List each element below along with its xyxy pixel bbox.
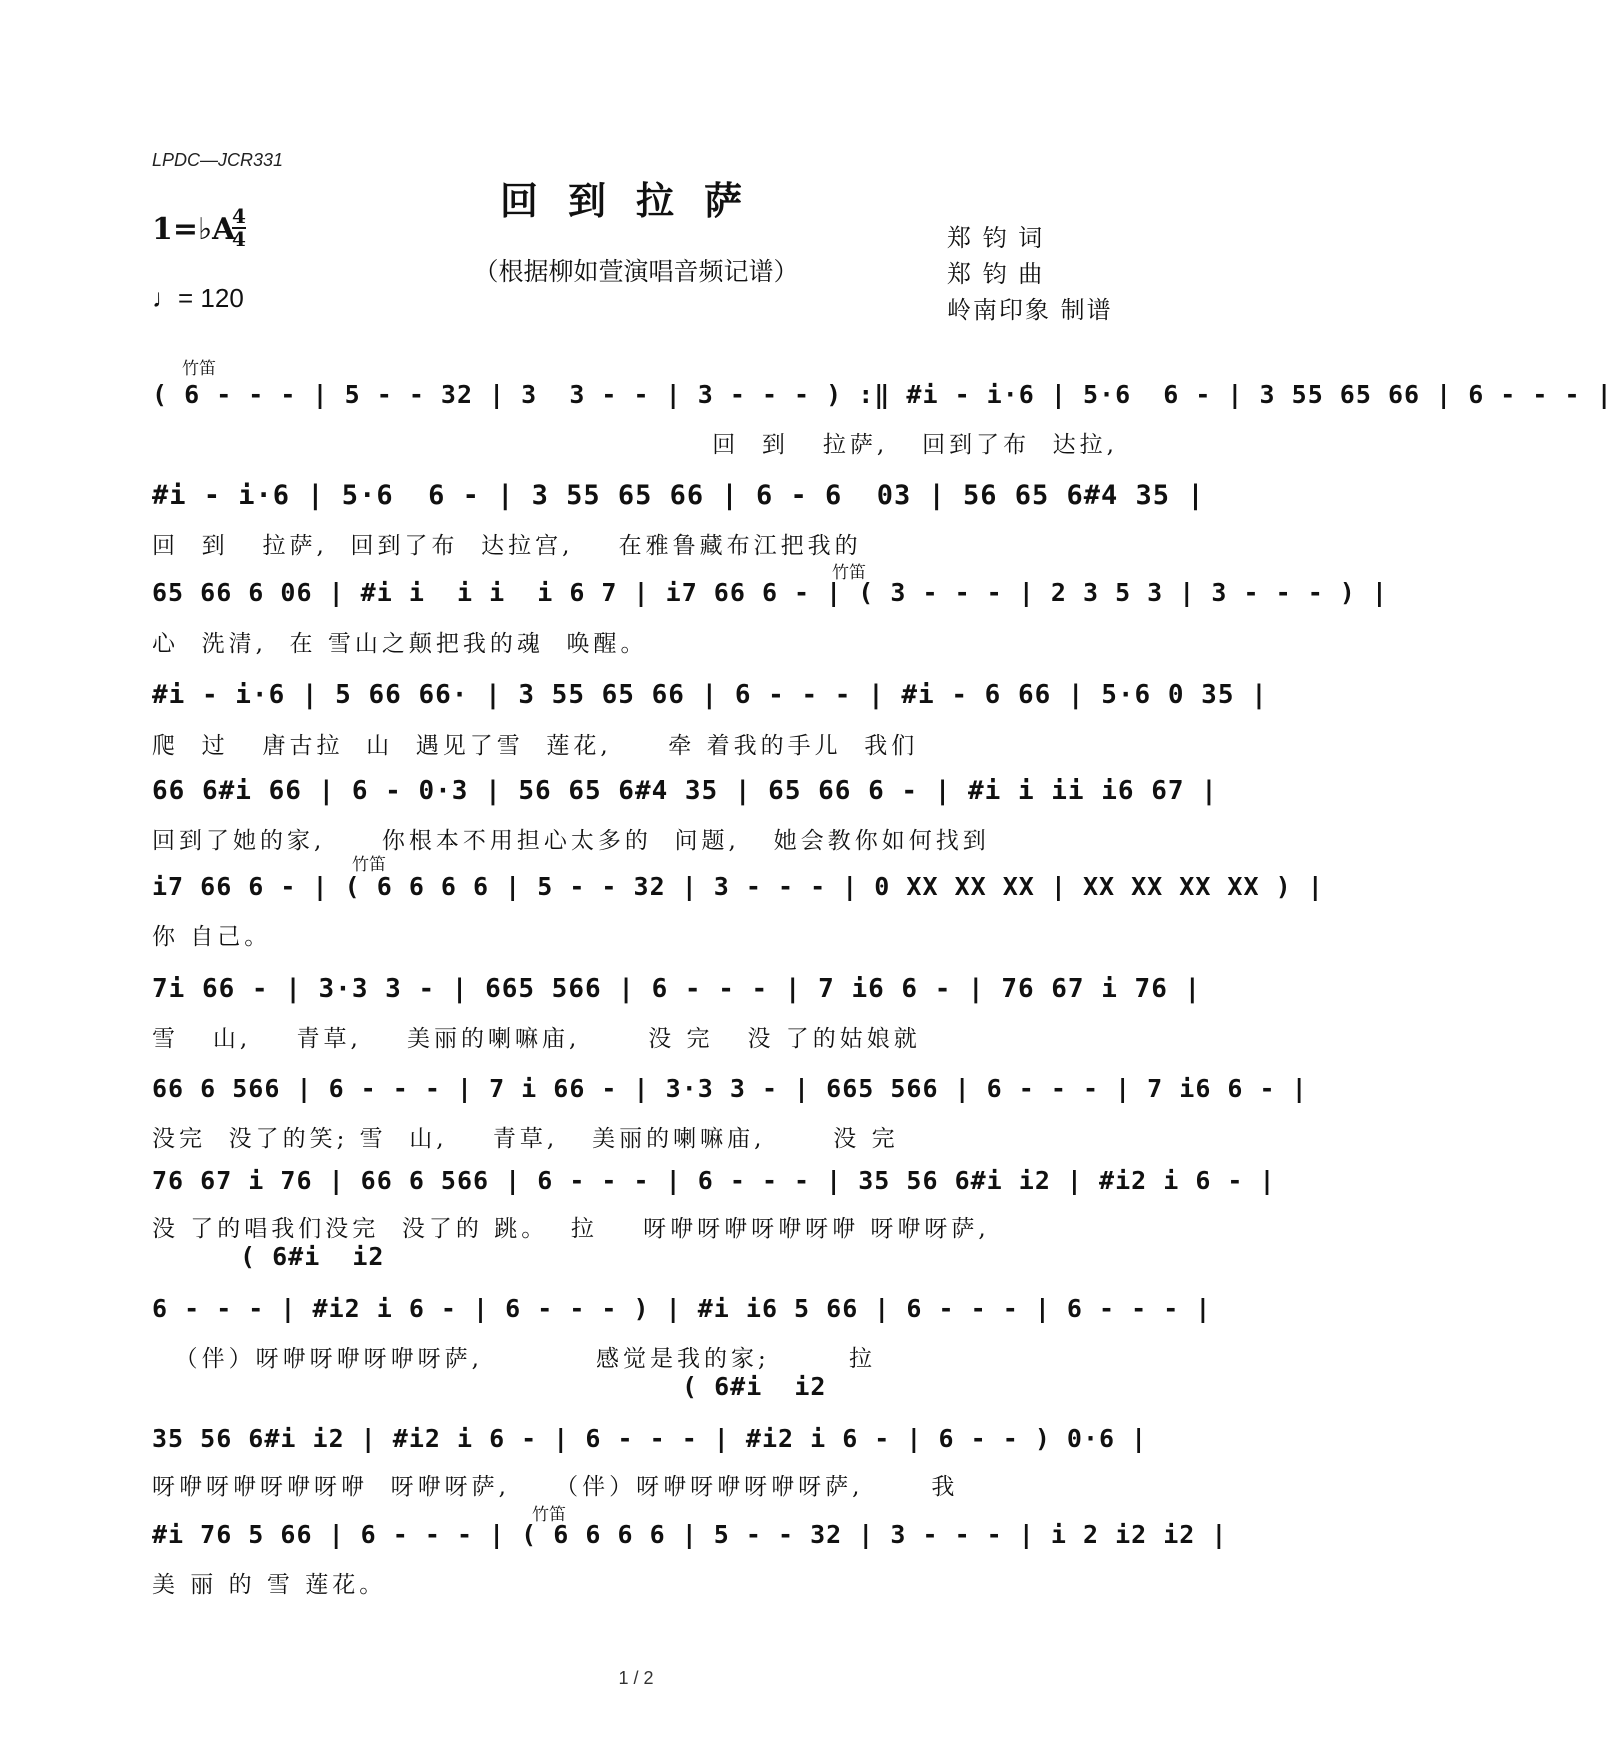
instrument-label-dizi: 竹笛 (182, 359, 216, 379)
lyrics-line: 没完 没了的笑; 雪 山, 青草, 美丽的喇嘛庙, 没 完 (152, 1126, 899, 1152)
notation-line: #i 76 5 66 | 6 - - - | ( 6 6 6 6 | 5 - - 32 | 3 - - - | i 2 i2 i2 | (152, 1520, 1228, 1549)
lyrics-line: 回 到 拉萨, 回到了布 达拉, (712, 432, 1118, 458)
notation-line: 65 66 6 06 | #i i i i i 6 7 | i7 66 6 - | ( 3 - - - | 2 3 5 3 | 3 - - - ) | (152, 578, 1388, 607)
song-title: 回到拉萨 (499, 178, 772, 223)
arranger-credit: 岭南印象 制谱 (947, 296, 1113, 324)
notation-line: ( 6 - - - | 5 - - 32 | 3 3 - - | 3 - - - ) :‖ #i - i·6 | 5·6 6 - | 3 55 65 66 | 6 - - - | (152, 380, 1613, 409)
lyricist-credit: 郑 钧 词 (947, 224, 1045, 252)
notation-line: #i - i·6 | 5 66 66· | 3 55 65 66 | 6 - - - | #i - 6 66 | 5·6 0 35 | (152, 680, 1268, 710)
meter-bottom: 4 (232, 227, 246, 251)
lyrics-line: 回到了她的家, 你根本不用担心太多的 问题, 她会教你如何找到 (152, 828, 990, 854)
notation-line: i7 66 6 - | ( 6 6 6 6 | 5 - - 32 | 3 - - - | 0 XX XX XX | XX XX XX XX ) | (152, 872, 1324, 901)
lyrics-line: 爬 过 唐古拉 山 遇见了雪 莲花, 牵 着我的手儿 我们 (152, 733, 919, 759)
instrument-label-dizi: 竹笛 (352, 855, 386, 875)
notation-line: 6 - - - | #i2 i 6 - | 6 - - - ) | #i i6 5 66 | 6 - - - | 6 - - - | (152, 1294, 1212, 1323)
notation-line: 66 6 566 | 6 - - - | 7 i 66 - | 3·3 3 - | 665 566 | 6 - - - | 7 i6 6 - | (152, 1074, 1308, 1103)
notation-line: 35 56 6#i i2 | #i2 i 6 - | 6 - - - | #i2 i 6 - | 6 - - ) 0·6 | (152, 1424, 1148, 1453)
notation-line: #i - i·6 | 5·6 6 - | 3 55 65 66 | 6 - 6 03 | 56 65 6#4 35 | (152, 480, 1205, 511)
lyrics-line: 你 自己。 (152, 924, 272, 950)
accompaniment-notes: ( 6#i i2 (682, 1372, 827, 1401)
time-signature (232, 206, 246, 249)
notation-line: 7i 66 - | 3·3 3 - | 665 566 | 6 - - - | 7 i6 6 - | 76 67 i 76 | (152, 974, 1202, 1004)
key-signature: 1=♭A (152, 212, 236, 247)
composer-credit: 郑 钧 曲 (947, 260, 1045, 288)
lyrics-line: （伴）呀咿呀咿呀咿呀萨, 感觉是我的家; 拉 (152, 1346, 876, 1372)
page-number: 1 / 2 (618, 1668, 654, 1688)
instrument-label-dizi: 竹笛 (532, 1505, 566, 1525)
subtitle: （根据柳如萱演唱音频记谱） (473, 257, 799, 286)
instrument-label-dizi: 竹笛 (832, 563, 866, 583)
tempo-marking: ♩= 120 (152, 283, 244, 313)
meter-top: 4 (232, 204, 246, 228)
lyrics-line: 雪 山, 青草, 美丽的喇嘛庙, 没 完 没 了的姑娘就 (152, 1026, 921, 1052)
lyrics-line: 回 到 拉萨, 回到了布 达拉宫, 在雅鲁藏布江把我的 (152, 533, 862, 559)
lyrics-line: 美 丽 的 雪 莲花。 (152, 1572, 387, 1598)
score-code: LPDC—JCR331 (152, 150, 284, 170)
accompaniment-notes: ( 6#i i2 (240, 1242, 385, 1271)
lyrics-line: 没 了的唱我们没完 没了的 跳。 拉 呀咿呀咿呀咿呀咿 呀咿呀萨, (152, 1216, 990, 1242)
notation-line: 76 67 i 76 | 66 6 566 | 6 - - - | 6 - - - | 35 56 6#i i2 | #i2 i 6 - | (152, 1166, 1276, 1195)
lyrics-line: 心 洗清, 在 雪山之颠把我的魂 唤醒。 (152, 631, 648, 657)
notation-line: 66 6#i 66 | 6 - 0·3 | 56 65 6#4 35 | 65 66 6 - | #i i ii i6 67 | (152, 776, 1218, 806)
lyrics-line: 呀咿呀咿呀咿呀咿 呀咿呀萨, （伴）呀咿呀咿呀咿呀萨, 我 (152, 1474, 959, 1500)
